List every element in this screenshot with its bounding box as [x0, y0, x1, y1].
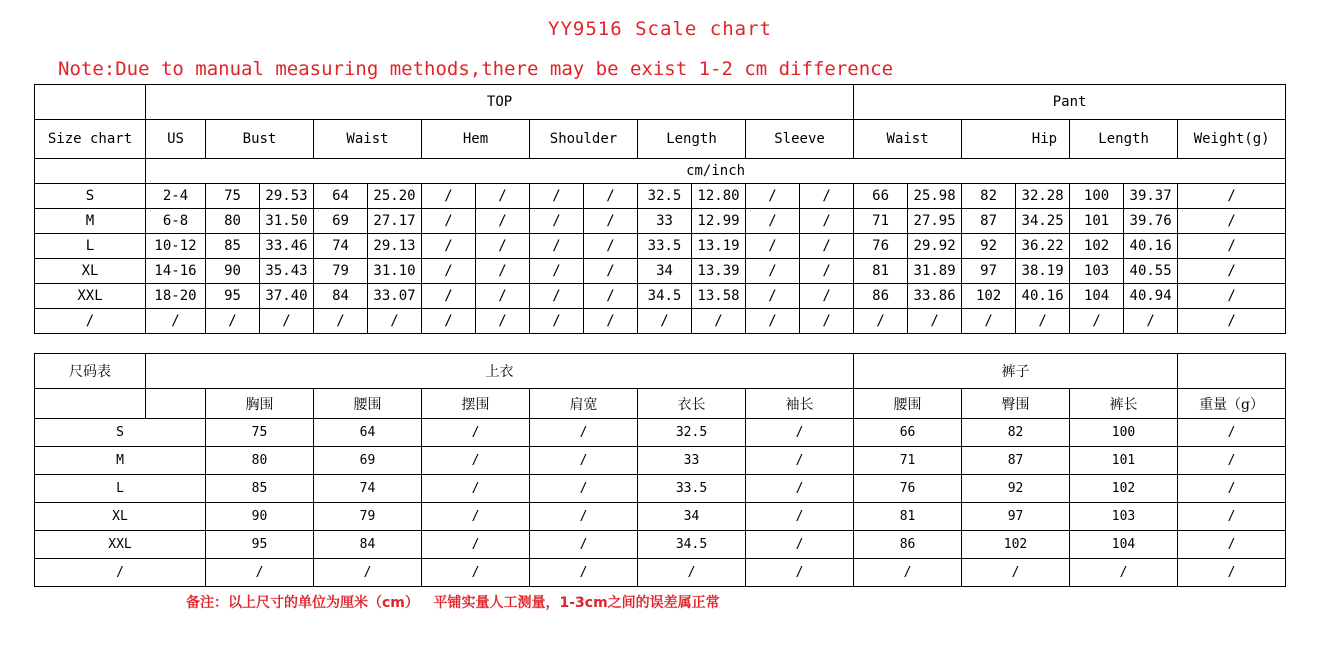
table-cell: 71 [854, 447, 962, 475]
table-row [35, 234, 1286, 259]
table-cell: / [530, 503, 638, 531]
table-cell: / [746, 209, 800, 234]
table-cell: 34.25 [1016, 209, 1070, 234]
column-header-shoulder: Shoulder [530, 120, 638, 159]
table-cell: 29.53 [260, 184, 314, 209]
table-cell: 33.46 [260, 234, 314, 259]
table-cell: / [314, 309, 368, 334]
cn-column-header-waist: 腰围 [314, 389, 422, 419]
table-cell: / [800, 184, 854, 209]
table-cell: / [746, 503, 854, 531]
table-cell: 40.94 [1124, 284, 1178, 309]
table-cell: / [746, 309, 800, 334]
table-cell: / [314, 559, 422, 587]
table-cell: / [476, 284, 530, 309]
table-cell: / [584, 234, 638, 259]
table-cell: / [746, 259, 800, 284]
table-cell: 97 [962, 503, 1070, 531]
table-cell: 35.43 [260, 259, 314, 284]
cn-column-header-hip: 臀围 [962, 389, 1070, 419]
table-row [35, 419, 1286, 447]
table-cell: / [584, 184, 638, 209]
table-cell: / [422, 234, 476, 259]
table-cell: 81 [854, 259, 908, 284]
column-header-size-chart: Size chart [35, 120, 146, 159]
table-cell: / [746, 419, 854, 447]
table-cell: 102 [962, 531, 1070, 559]
table-cell: 33 [638, 447, 746, 475]
table-cell: 76 [854, 475, 962, 503]
table-cell: 102 [1070, 475, 1178, 503]
cn-group-header-top: 上衣 [146, 354, 854, 389]
table-cell: 103 [1070, 503, 1178, 531]
cn-subheader-blank [146, 389, 206, 419]
table-cell: / [1178, 419, 1286, 447]
table-cell: / [476, 209, 530, 234]
table-cell: 95 [206, 284, 260, 309]
table-cell: 32.28 [1016, 184, 1070, 209]
table-cell: / [206, 559, 314, 587]
cn-column-header-weight: 重量（g） [1178, 389, 1286, 419]
table-cell: 25.98 [908, 184, 962, 209]
table-cell: 14-16 [146, 259, 206, 284]
table-cell: / [530, 419, 638, 447]
size-cell: S [35, 184, 146, 209]
table-cell: 87 [962, 209, 1016, 234]
table-cell: / [1178, 209, 1286, 234]
table-cell: / [854, 309, 908, 334]
table-cell: 101 [1070, 209, 1124, 234]
group-header-pant: Pant [854, 85, 1286, 120]
table-cell: 86 [854, 531, 962, 559]
table-cell: / [746, 234, 800, 259]
table-cell: / [584, 259, 638, 284]
table-cell: 102 [1070, 234, 1124, 259]
table-cell: / [962, 559, 1070, 587]
table-cell: / [422, 309, 476, 334]
cn-subheader-blank [35, 389, 146, 419]
footnote: 备注：以上尺寸的单位为厘米（cm） 平铺实量人工测量，1-3cm之间的误差属正常 [186, 595, 720, 611]
table-cell: 79 [314, 259, 368, 284]
table-row [35, 184, 1286, 209]
table-cell: 33.07 [368, 284, 422, 309]
table-cell: / [1178, 503, 1286, 531]
size-cell: XXL [35, 284, 146, 309]
table-cell: 34.5 [638, 531, 746, 559]
table-cell: 90 [206, 503, 314, 531]
table-cell: 92 [962, 234, 1016, 259]
column-header-pant-waist: Waist [854, 120, 962, 159]
table-cell: 85 [206, 475, 314, 503]
size-cell: S [35, 419, 206, 447]
table-row [35, 503, 1286, 531]
table-cell: 74 [314, 234, 368, 259]
table-cell: 66 [854, 184, 908, 209]
table-cell: / [1178, 531, 1286, 559]
table-cell: 37.40 [260, 284, 314, 309]
table-cell: 64 [314, 419, 422, 447]
top-table-body [35, 184, 1286, 334]
table-cell: 31.10 [368, 259, 422, 284]
table-cell: / [422, 531, 530, 559]
table-cell: 27.95 [908, 209, 962, 234]
table-cell: 90 [206, 259, 260, 284]
table-cell: / [422, 209, 476, 234]
table-cell: / [530, 531, 638, 559]
table-cell: 13.58 [692, 284, 746, 309]
table-cell: / [854, 559, 962, 587]
table-cell: 66 [854, 419, 962, 447]
size-chart-table-english [34, 84, 1286, 334]
table-cell: 74 [314, 475, 422, 503]
cn-corner-cell [1178, 354, 1286, 389]
table-cell: / [1070, 559, 1178, 587]
table-cell: 84 [314, 284, 368, 309]
table-cell: 10-12 [146, 234, 206, 259]
column-header-weight: Weight(g) [1178, 120, 1286, 159]
table-cell: 34.5 [638, 284, 692, 309]
table-cell: 31.50 [260, 209, 314, 234]
table-cell: / [746, 447, 854, 475]
table-cell: 97 [962, 259, 1016, 284]
table-cell: 87 [962, 447, 1070, 475]
size-cell: L [35, 475, 206, 503]
cn-group-header-pant: 裤子 [854, 354, 1178, 389]
table-cell: / [530, 309, 584, 334]
table-cell: / [1178, 184, 1286, 209]
table-cell: / [206, 309, 260, 334]
table-cell: / [530, 234, 584, 259]
table-cell: 81 [854, 503, 962, 531]
table-cell: / [746, 531, 854, 559]
table-cell: / [584, 309, 638, 334]
table-cell: / [1070, 309, 1124, 334]
column-header-us: US [146, 120, 206, 159]
table-cell: / [476, 184, 530, 209]
table-cell: 32.5 [638, 184, 692, 209]
table-cell: / [530, 184, 584, 209]
table-cell: / [476, 259, 530, 284]
table-cell: 31.89 [908, 259, 962, 284]
table-cell: 84 [314, 531, 422, 559]
table-cell: / [530, 284, 584, 309]
table-cell: / [692, 309, 746, 334]
table-cell: 100 [1070, 419, 1178, 447]
table-cell: / [746, 284, 800, 309]
table-cell: / [800, 259, 854, 284]
corner-cell [35, 85, 146, 120]
table-cell: / [1178, 447, 1286, 475]
table-cell: / [584, 284, 638, 309]
size-cell: / [35, 559, 206, 587]
table-cell: 39.37 [1124, 184, 1178, 209]
cn-column-header-pant-waist: 腰围 [854, 389, 962, 419]
table-cell: / [746, 559, 854, 587]
table-cell: / [422, 284, 476, 309]
table-cell: / [146, 309, 206, 334]
table-cell: 25.20 [368, 184, 422, 209]
table-cell: 34 [638, 259, 692, 284]
size-cell: L [35, 234, 146, 259]
cn-table-body [35, 419, 1286, 587]
table-cell: / [530, 259, 584, 284]
table-cell: / [422, 419, 530, 447]
table-cell: 104 [1070, 284, 1124, 309]
table-cell: 92 [962, 475, 1070, 503]
table-cell: / [476, 309, 530, 334]
size-cell: XXL [35, 531, 206, 559]
table-cell: 69 [314, 209, 368, 234]
table-cell: 39.76 [1124, 209, 1178, 234]
table-cell: 29.92 [908, 234, 962, 259]
column-header-bust: Bust [206, 120, 314, 159]
page-title: YY9516 Scale chart [548, 18, 772, 40]
table-cell: / [746, 184, 800, 209]
table-cell: / [908, 309, 962, 334]
table-cell: / [800, 234, 854, 259]
table-cell: 40.16 [1124, 234, 1178, 259]
measurement-note: Note:Due to manual measuring methods,there may be exist 1-2 cm difference [58, 58, 894, 80]
table-cell: / [1178, 309, 1286, 334]
table-cell: 64 [314, 184, 368, 209]
table-cell: / [530, 447, 638, 475]
size-cell: M [35, 447, 206, 475]
table-cell: 33.86 [908, 284, 962, 309]
table-row [35, 209, 1286, 234]
table-cell: 79 [314, 503, 422, 531]
size-cell: XL [35, 259, 146, 284]
table-cell: 71 [854, 209, 908, 234]
table-cell: 33 [638, 209, 692, 234]
table-cell: 82 [962, 184, 1016, 209]
table-cell: 13.19 [692, 234, 746, 259]
table-row [35, 559, 1286, 587]
table-row [35, 475, 1286, 503]
table-cell: / [530, 559, 638, 587]
table-cell: 34 [638, 503, 746, 531]
unit-label: cm/inch [146, 159, 1286, 184]
table-cell: 86 [854, 284, 908, 309]
table-cell: / [584, 209, 638, 234]
group-header-top: TOP [146, 85, 854, 120]
table-cell: 18-20 [146, 284, 206, 309]
table-cell: / [1178, 559, 1286, 587]
size-cell: XL [35, 503, 206, 531]
table-cell: / [422, 184, 476, 209]
unit-row-blank [35, 159, 146, 184]
table-cell: 76 [854, 234, 908, 259]
table-row [35, 284, 1286, 309]
table-cell: 82 [962, 419, 1070, 447]
table-cell: 80 [206, 447, 314, 475]
table-cell: / [422, 503, 530, 531]
table-cell: 12.80 [692, 184, 746, 209]
table-cell: 101 [1070, 447, 1178, 475]
cn-column-header-sleeve: 袖长 [746, 389, 854, 419]
table-cell: / [1178, 234, 1286, 259]
cn-column-header-length: 衣长 [638, 389, 746, 419]
table-cell: 38.19 [1016, 259, 1070, 284]
table-cell: 13.39 [692, 259, 746, 284]
table-cell: 104 [1070, 531, 1178, 559]
table-cell: / [422, 475, 530, 503]
table-cell: 2-4 [146, 184, 206, 209]
table-cell: 6-8 [146, 209, 206, 234]
cn-column-header-hem: 摆围 [422, 389, 530, 419]
table-cell: 102 [962, 284, 1016, 309]
table-cell: 100 [1070, 184, 1124, 209]
table-cell: / [530, 209, 584, 234]
table-row [35, 309, 1286, 334]
table-row [35, 259, 1286, 284]
table-cell: 69 [314, 447, 422, 475]
table-cell: / [422, 259, 476, 284]
table-cell: 80 [206, 209, 260, 234]
table-cell: 75 [206, 419, 314, 447]
table-cell: 40.16 [1016, 284, 1070, 309]
table-row [35, 531, 1286, 559]
table-cell: / [422, 447, 530, 475]
table-cell: 95 [206, 531, 314, 559]
cn-size-header: 尺码表 [35, 354, 146, 389]
column-header-pant-length: Length [1070, 120, 1178, 159]
table-cell: 40.55 [1124, 259, 1178, 284]
table-cell: / [476, 234, 530, 259]
table-cell: / [260, 309, 314, 334]
cn-column-header-shoulder: 肩宽 [530, 389, 638, 419]
table-cell: / [638, 309, 692, 334]
cn-column-header-bust: 胸围 [206, 389, 314, 419]
cn-column-header-pant-length: 裤长 [1070, 389, 1178, 419]
table-cell: 12.99 [692, 209, 746, 234]
column-header-sleeve: Sleeve [746, 120, 854, 159]
table-cell: 29.13 [368, 234, 422, 259]
table-cell: 36.22 [1016, 234, 1070, 259]
size-cell: M [35, 209, 146, 234]
size-cell: / [35, 309, 146, 334]
table-cell: / [1124, 309, 1178, 334]
table-cell: 33.5 [638, 475, 746, 503]
table-row [35, 447, 1286, 475]
table-cell: / [1178, 284, 1286, 309]
table-cell: 75 [206, 184, 260, 209]
column-header-waist: Waist [314, 120, 422, 159]
table-cell: 33.5 [638, 234, 692, 259]
table-cell: / [800, 309, 854, 334]
column-header-hip: Hip [962, 120, 1070, 159]
table-cell: 32.5 [638, 419, 746, 447]
table-cell: / [422, 559, 530, 587]
table-cell: / [746, 475, 854, 503]
table-cell: 27.17 [368, 209, 422, 234]
table-cell: / [1016, 309, 1070, 334]
table-cell: / [962, 309, 1016, 334]
table-cell: / [530, 475, 638, 503]
table-cell: / [1178, 259, 1286, 284]
table-cell: 103 [1070, 259, 1124, 284]
table-cell: / [1178, 475, 1286, 503]
column-header-hem: Hem [422, 120, 530, 159]
table-cell: 85 [206, 234, 260, 259]
table-cell: / [368, 309, 422, 334]
table-cell: / [800, 209, 854, 234]
table-cell: / [638, 559, 746, 587]
column-header-length: Length [638, 120, 746, 159]
size-chart-table-chinese [34, 353, 1286, 587]
table-cell: / [800, 284, 854, 309]
